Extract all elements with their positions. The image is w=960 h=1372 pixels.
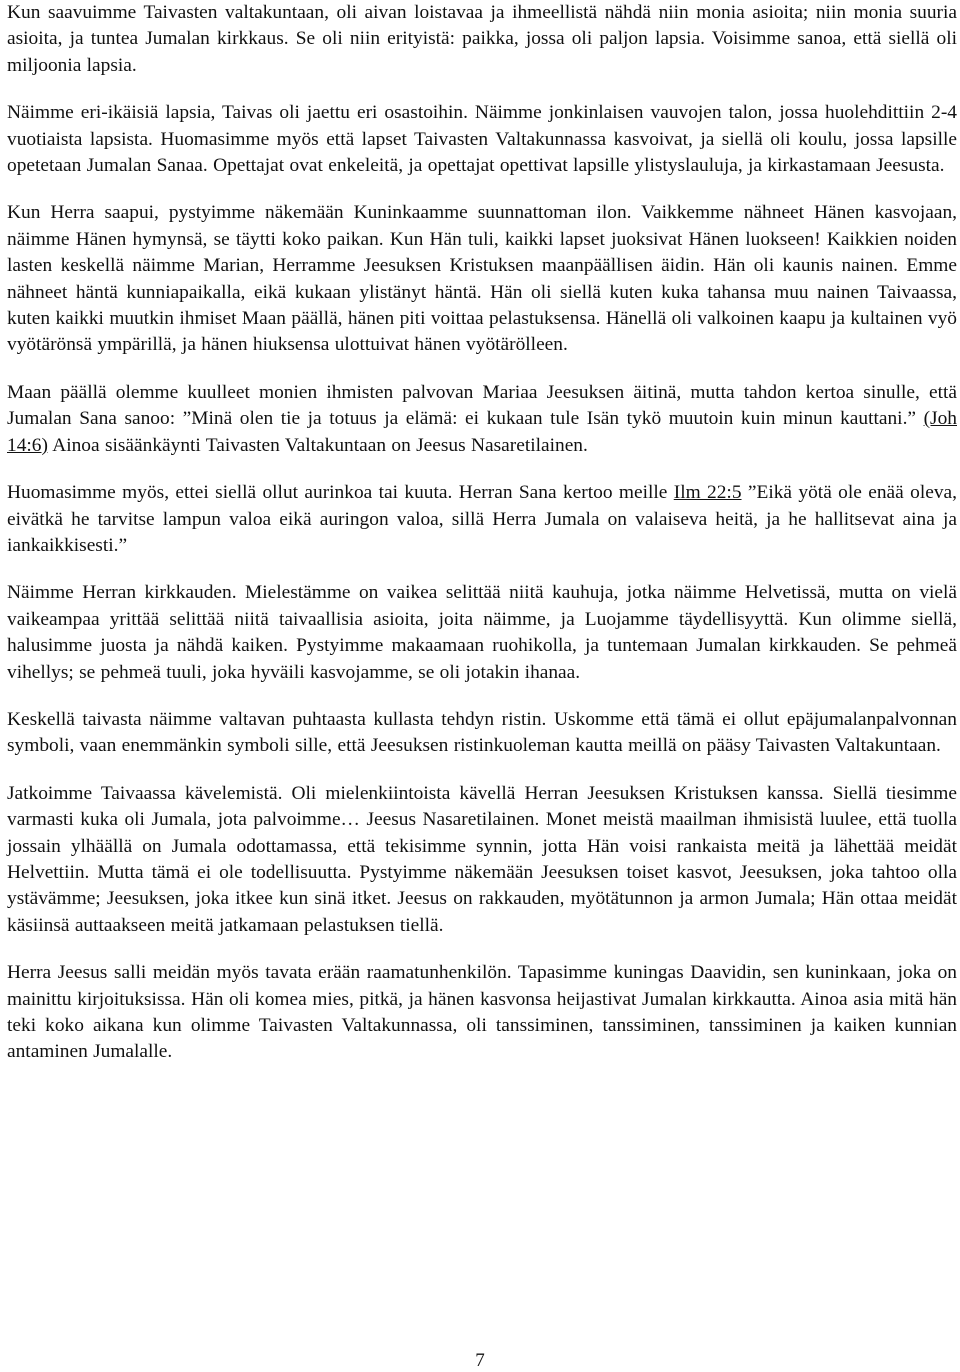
paragraph-6: Näimme Herran kirkkauden. Mielestämme on vaikea selittää niitä kauhuja, jotka näimme Helvetissä, mutta on vielä vaikeampaa yrittää selittää niitä taivaallisia asioita, joita näimme, ja Luojamme täydellisyyttä. Kun olimme siellä, halusimme juosta ja nähdä kaiken. Pystyimme makaamaan ruohikolla, ja tuntemaan Jumalan kirkkauden. Se pehmeä vihellys; se pehmeä tuuli, joka hyväili kasvojamme, se oli jotakin ihanaa. bbox=[7, 582, 957, 683]
paragraph-5-before: Huomasimme myös, ettei siellä ollut aurinkoa tai kuuta. Herran Sana kertoo meille bbox=[7, 482, 674, 504]
scripture-reference-link[interactable]: Ilm 22:5 bbox=[673, 482, 742, 504]
paragraph-1: Kun saavuimme Taivasten valtakuntaan, oli aivan loistavaa ja ihmeellistä nähdä niin monia asioita; niin monia suuria asioita, ja tuntea Jumalan kirkkaus. Se oli niin erityistä: paikka, jossa oli paljon lapsia. Voisimme sanoa, että siellä oli miljoonia lapsia. bbox=[7, 2, 957, 76]
paragraph-4 bbox=[7, 380, 957, 459]
paragraph-9: Herra Jeesus salli meidän myös tavata erään raamatunhenkilön. Tapasimme kuningas Daavidin, sen kuninkaan, joka on mainittu kirjoituksissa. Hän oli komea mies, pitkä, ja hänen kasvonsa heijastivat Jumalan kirkkautta. Ainoa asia mitä hän teki koko aikana kun olimme Taivasten Valtakunnassa, oli tanssiminen, tanssiminen, tanssiminen ja kaiken kunnian antaminen Jumalalle. bbox=[7, 962, 957, 1063]
page-number: 7 bbox=[475, 1350, 485, 1371]
paragraph-2: Näimme eri-ikäisiä lapsia, Taivas oli jaettu eri osastoihin. Näimme jonkinlaisen vauvojen talon, jossa huolehdittiin 2-4 vuotiaista lapsista. Huomasimme myös että lapset Taivasten Valtakunnassa kasvoivat, ja siellä oli koulu, jossa lapsille opetetaan Jumalan Sanaa. Opettajat ovat enkeleitä, ja opettajat opettivat lapsille ylistyslauluja, ja kirkastamaan Jeesusta. bbox=[7, 102, 957, 177]
document-page bbox=[7, 0, 957, 1087]
paragraph-8: Jatkoimme Taivaassa kävelemistä. Oli mielenkiintoista kävellä Herran Jeesuksen Kristuksen kanssa. Siellä tiesimme varmasti kuka oli Jumala, jota palvoimme… Jeesus Nasaretilainen. Monet meistä maailman ihmisistä luulee, että tuolla jossain ylhäällä on Jumala odottamassa, että tekisimme synnin, jotta Hän voisi rankaista meitä ja lähettää meidät Helvettiin. Mutta tämä ei ole todellisuutta. Pystyimme näkemään Jeesuksen toiset kasvot, Jeesuksen, joka tahtoo olla ystävämme; Jeesuksen, joka itkee kun sinä itket. Jeesus on rakkauden, myötätunnon ja armon Jumala; Hän ottaa meidät käsiinsä auttaakseen meitä jatkamaan pelastuksen tiellä. bbox=[7, 782, 957, 936]
scripture-reference-link[interactable]: (Joh 14:6) bbox=[7, 408, 957, 456]
paragraph-4-before: Maan päällä olemme kuulleet monien ihmisten palvovan Mariaa Jeesuksen äitinä, mutta tahdon kertoa sinulle, että Jumalan Sana sanoo: ”Minä olen tie ja totuus ja elämä: ei kukaan tule Isän tykö muutoin kuin minun kauttani.” bbox=[7, 381, 957, 430]
paragraph-5-after: ”Eikä yötä ole enää oleva, eivätkä he tarvitse lampun valoa eikä auringon valoa, sillä Herra Jumala on valaiseva heitä, ja he hallitsevat aina ja iankaikkisesti.” bbox=[7, 482, 957, 556]
paragraph-4-after: Ainoa sisäänkäynti Taivasten Valtakuntaan on Jeesus Nasaretilainen. bbox=[47, 434, 588, 456]
paragraph-7: Keskellä taivasta näimme valtavan puhtaasta kullasta tehdyn ristin. Uskomme että tämä ei ollut epäjumalanpalvonnan symboli, vaan enemmänkin symboli sille, että Jeesuksen ristinkuoleman kautta meillä on pääsy Taivasten Valtakuntaan. bbox=[7, 708, 957, 757]
paragraph-3: Kun Herra saapui, pystyimme näkemään Kuninkaamme suunnattoman ilon. Vaikkemme nähneet Hänen kasvojaan, näimme Hänen hymynsä, se täytti koko paikan. Kun Hän tuli, kaikki lapset juoksivat Hänen luokseen! Kaikkien noiden lasten keskellä näimme Marian, Herramme Jeesuksen Kristuksen maanpäällisen äidin. Hän oli kaunis nainen. Emme nähneet häntä kunniapaikalla, eikä kukaan ylistänyt häntä. Hän oli siellä kuten kuka tahansa muu nainen Taivaassa, kuten kaikki muutkin ihmiset Maan päällä, hänen piti voittaa pelastuksensa. Hänellä oli valkoinen kaapu ja kultainen vyö vyötärönsä ympärillä, ja hänen hiuksensa ulottuivat hänen vyötärölleen. bbox=[7, 202, 957, 356]
paragraph-5 bbox=[7, 480, 957, 559]
